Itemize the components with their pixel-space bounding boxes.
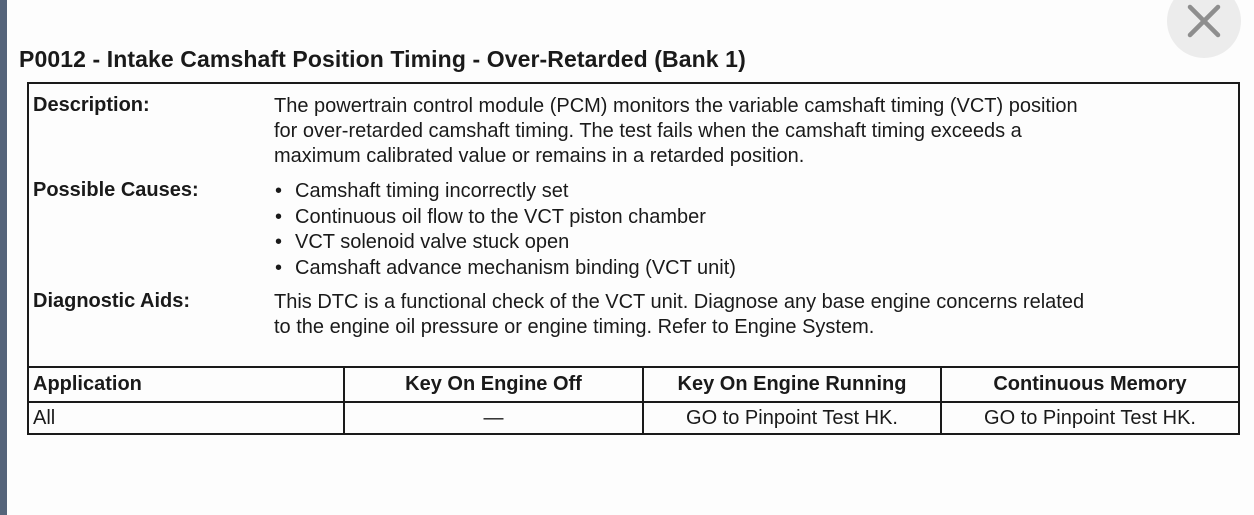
bullet-icon: •: [275, 205, 283, 228]
cause-text: VCT solenoid valve stuck open: [295, 231, 570, 253]
description-line: The powertrain control module (PCM) monitors the variable camshaft timing (VCT) position: [274, 95, 1078, 117]
application-cell: All: [28, 402, 344, 434]
left-edge-strip: [0, 0, 7, 515]
page-title: P0012 - Intake Camshaft Position Timing - Over-Retarded (Bank 1): [19, 46, 746, 72]
dtc-info-box: [27, 82, 1240, 368]
diagnostic-aids-label: Diagnostic Aids:: [33, 290, 191, 312]
cause-text: Camshaft timing incorrectly set: [295, 180, 569, 202]
possible-causes-list: [275, 179, 1230, 281]
cause-text: Camshaft advance mechanism binding (VCT unit): [295, 256, 736, 279]
list-item: [275, 205, 1230, 231]
koer-cell: GO to Pinpoint Test HK.: [643, 402, 941, 434]
table-header-row: [28, 367, 1239, 402]
column-header-application: Application: [28, 367, 344, 402]
column-header-key-on-engine-off: Key On Engine Off: [344, 367, 643, 402]
list-item: [275, 230, 1230, 256]
diagnostic-aids-line: to the engine oil pressure or engine timing. Refer to Engine System.: [274, 316, 875, 338]
bullet-icon: •: [275, 256, 283, 279]
diagnostic-aids-text: [274, 290, 1229, 340]
close-icon: [1186, 3, 1222, 39]
column-header-key-on-engine-running: Key On Engine Running: [643, 367, 941, 402]
table-row: [28, 402, 1239, 434]
column-header-continuous-memory: Continuous Memory: [941, 367, 1239, 402]
possible-causes-label: Possible Causes:: [33, 179, 199, 201]
document-page: [7, 0, 1254, 515]
description-text: [274, 94, 1229, 169]
description-line: for over-retarded camshaft timing. The test fails when the camshaft timing exceeds a: [274, 120, 1022, 142]
diagnostic-aids-line: This DTC is a functional check of the VCT unit. Diagnose any base engine concerns related: [274, 291, 1085, 313]
continuous-memory-cell: GO to Pinpoint Test HK.: [941, 402, 1239, 434]
application-table: [27, 366, 1240, 435]
list-item: [275, 256, 1230, 282]
koeo-cell: —: [344, 402, 643, 434]
bullet-icon: •: [275, 180, 283, 202]
cause-text: Continuous oil flow to the VCT piston chamber: [295, 205, 706, 228]
list-item: [275, 179, 1230, 205]
close-button[interactable]: [1167, 0, 1241, 58]
description-label: Description:: [33, 94, 150, 116]
bullet-icon: •: [275, 231, 283, 253]
description-line: maximum calibrated value or remains in a retarded position.: [274, 145, 805, 167]
